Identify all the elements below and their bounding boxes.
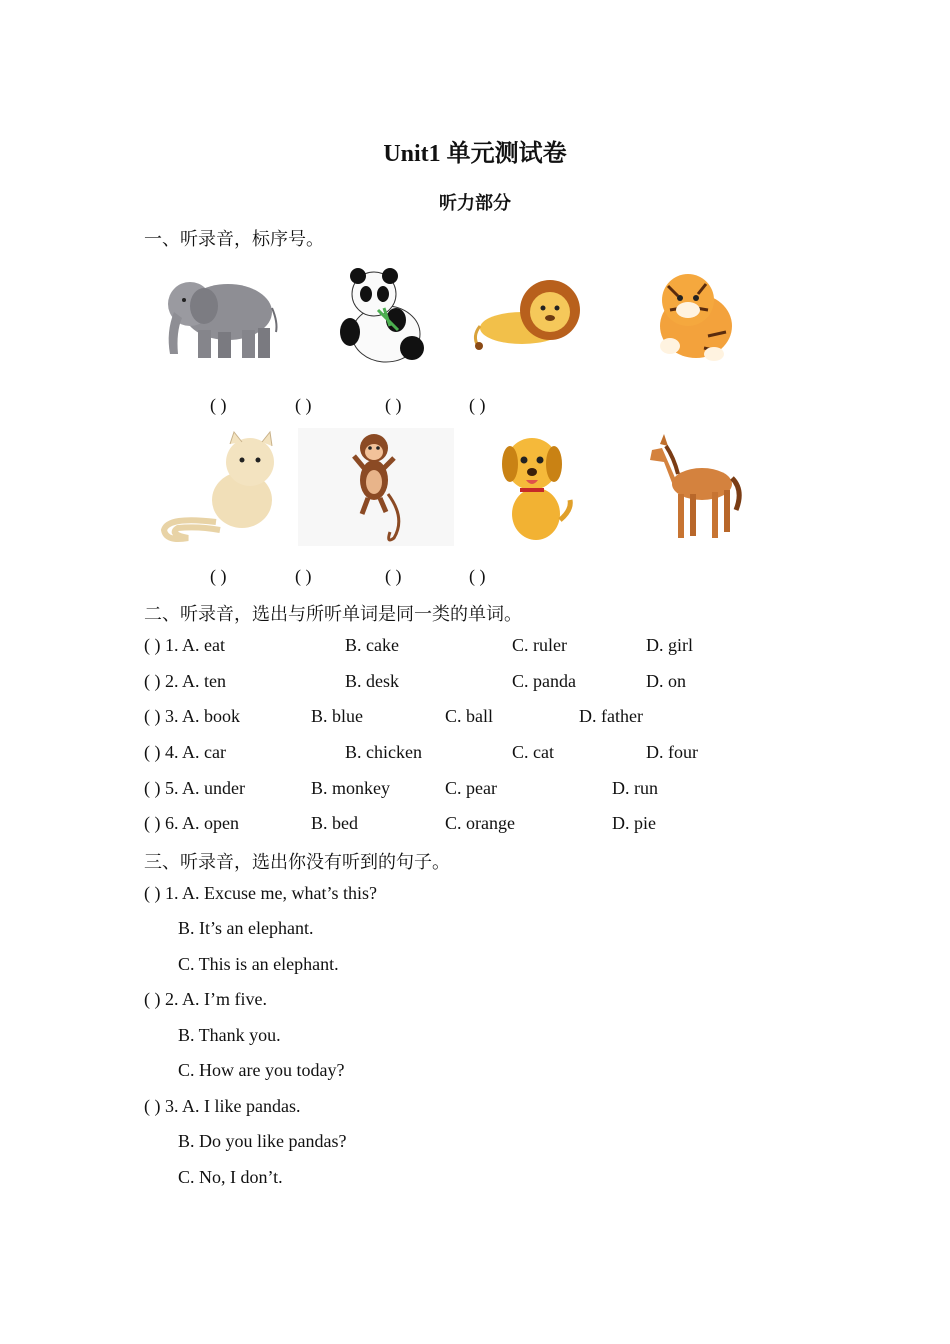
s2-q4-b: B. chicken (345, 742, 422, 762)
s2-q6-d: D. pie (612, 813, 656, 833)
s2-q4-c: C. cat (512, 742, 554, 762)
s2-q2-b: B. desk (345, 671, 399, 691)
s2-q6-c: C. orange (445, 813, 515, 833)
s2-q6-b: B. bed (311, 813, 358, 833)
s3-q1-b: B. It’s an elephant. (178, 918, 314, 938)
s3-q3-c: C. No, I don’t. (178, 1167, 283, 1187)
page-subtitle: 听力部分 (439, 193, 511, 213)
blank-5[interactable]: ( ) (210, 566, 227, 586)
s2-q4-a: ( ) 4. A. car (144, 742, 226, 762)
s2-q1-b: B. cake (345, 635, 399, 655)
blank-2[interactable]: ( ) (295, 395, 312, 415)
monkey-icon (298, 428, 454, 546)
s2-q3-c: C. ball (445, 706, 493, 726)
s3-q1-c: C. This is an elephant. (178, 954, 339, 974)
s2-q5-a: ( ) 5. A. under (144, 778, 245, 798)
s2-q3-d: D. father (579, 706, 643, 726)
blank-6[interactable]: ( ) (295, 566, 312, 586)
panda-icon (338, 266, 428, 366)
s2-q6-a: ( ) 6. A. open (144, 813, 239, 833)
blank-7[interactable]: ( ) (385, 566, 402, 586)
page-title: Unit1 单元测试卷 (383, 141, 567, 167)
s3-q3-a: ( ) 3. A. I like pandas. (144, 1096, 301, 1116)
section2-heading: 二、听录音，选出与所听单词是同一类的单词。 (144, 604, 522, 624)
dog-icon (498, 430, 578, 544)
s2-q2-d: D. on (646, 671, 686, 691)
blank-4[interactable]: ( ) (469, 395, 486, 415)
s3-q2-c: C. How are you today? (178, 1060, 345, 1080)
s2-q3-b: B. blue (311, 706, 363, 726)
blank-1[interactable]: ( ) (210, 395, 227, 415)
s3-q2-a: ( ) 2. A. I’m five. (144, 989, 267, 1009)
section3-heading: 三、听录音，选出你没有听到的句子。 (144, 852, 450, 872)
s2-q2-a: ( ) 2. A. ten (144, 671, 226, 691)
s2-q5-b: B. monkey (311, 778, 390, 798)
blank-8[interactable]: ( ) (469, 566, 486, 586)
horse-icon (644, 428, 744, 544)
section1-heading: 一、听录音，标序号。 (144, 229, 324, 249)
blank-3[interactable]: ( ) (385, 395, 402, 415)
s2-q5-c: C. pear (445, 778, 497, 798)
s2-q5-d: D. run (612, 778, 658, 798)
s3-q1-a: ( ) 1. A. Excuse me, what’s this? (144, 883, 377, 903)
cat-icon (158, 430, 282, 546)
s3-q2-b: B. Thank you. (178, 1025, 281, 1045)
s2-q1-d: D. girl (646, 635, 693, 655)
s2-q1-c: C. ruler (512, 635, 567, 655)
s3-q3-b: B. Do you like pandas? (178, 1131, 347, 1151)
s2-q3-a: ( ) 3. A. book (144, 706, 240, 726)
s2-q2-c: C. panda (512, 671, 576, 691)
lion-icon (470, 276, 584, 354)
s2-q1-a: ( ) 1. A. eat (144, 635, 225, 655)
elephant-icon (160, 272, 282, 364)
s2-q4-d: D. four (646, 742, 698, 762)
tiger-icon (648, 266, 738, 366)
